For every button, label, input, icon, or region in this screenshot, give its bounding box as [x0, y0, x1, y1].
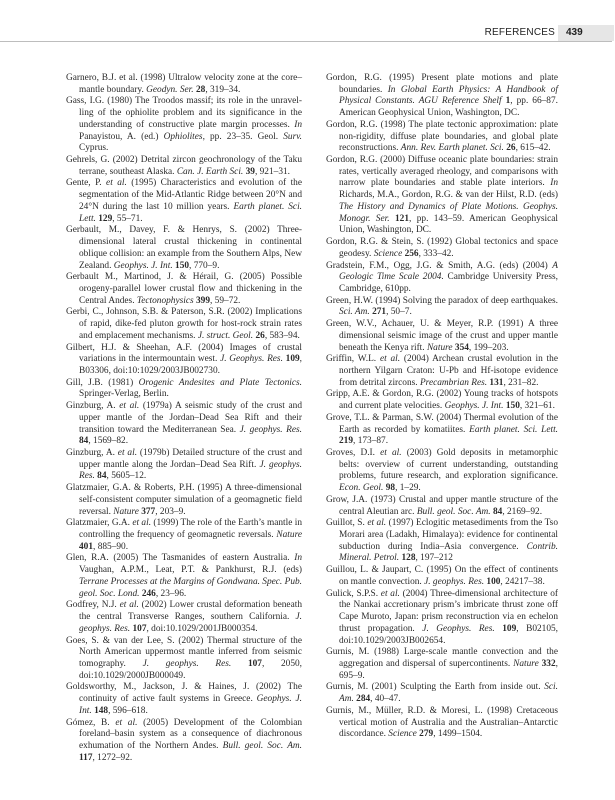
reference-text: Griffin, W.L. — [326, 354, 380, 365]
reference-text: , pp. 23–35. Geol. — [202, 131, 284, 142]
reference-entry — [326, 389, 558, 412]
reference-italic-text: In — [294, 119, 302, 130]
reference-text: (1998) Ultralow velocity zone at the core–mantle boundary. — [79, 73, 302, 95]
reference-text: , 1569–82. — [88, 436, 129, 447]
reference-italic-text: In — [550, 178, 558, 189]
reference-italic-text: Sci. Am. — [339, 682, 558, 705]
reference-text: Garnero, B.J. — [66, 73, 120, 83]
running-title: REFERENCES — [484, 27, 555, 38]
reference-italic-text: Bull. geol. Soc. Am. — [416, 506, 491, 517]
reference-text: Gordon, R.G. (2000) Diffuse oceanic plate boundaries: strain rates, vertically averaged rheology, and comparisons with narrow plate boundaries and stable plate interiors. — [326, 155, 558, 189]
reference-text: , 24217–38. — [500, 576, 545, 587]
reference-text: Gurnis, M. (1988) Large-scale mantle convection and the aggregation and dispersal of supercontinents. — [326, 647, 558, 669]
reference-italic-text: Tectonophysics — [136, 295, 194, 306]
reference-italic-text: et al. — [119, 600, 139, 611]
reference-text: Panayistou, A. (ed.) — [79, 131, 164, 142]
reference-text: , 615–42. — [515, 143, 551, 154]
reference-italic-text: et al. — [117, 448, 138, 458]
reference-italic-text: J. Geophys. Res. — [220, 354, 283, 365]
reference-entry — [66, 307, 302, 342]
reference-italic-text: Orogenic Andesites and Plate Tectonics. — [138, 377, 302, 388]
reference-text: Glatzmaier, G.A. — [66, 518, 133, 529]
reference-text: Gómez, B. — [66, 717, 116, 728]
reference-text: Gordon, R.G. (1995) Present plate motions and plate boundaries. — [326, 73, 558, 95]
reference-text: , 921–31. — [254, 166, 290, 177]
reference-text: , 596–618. — [108, 705, 148, 716]
reference-text: , 203–9. — [155, 506, 186, 517]
reference-italic-text: et al. — [119, 401, 140, 412]
reference-entry — [66, 718, 302, 765]
reference-italic-text: J. geophys. Res. — [79, 459, 303, 482]
reference-text — [231, 659, 248, 669]
reference-entry — [326, 155, 558, 237]
reference-text: Richards, M.A., Gordon, R.G. & van der Hilst, R.D. (eds) — [339, 190, 558, 201]
reference-text: , 2050, doi:10.1029/2000JB000049. — [79, 658, 303, 681]
reference-volume: 377 — [141, 506, 156, 517]
reference-volume: 117 — [79, 752, 93, 763]
reference-entry — [66, 682, 302, 717]
references-right-column — [326, 73, 558, 741]
reference-italic-text: et al. — [132, 518, 152, 529]
reference-text: , 1272–92. — [92, 752, 133, 763]
reference-text: , 197–212 — [415, 553, 453, 564]
reference-text: Glen, R.A. (2005) The Tasmanides of eastern Australia. — [66, 553, 295, 564]
reference-italic-text: J. geophys. Res. — [142, 658, 232, 669]
reference-volume: 84 — [79, 436, 89, 447]
reference-entry — [66, 553, 302, 600]
page-number: 439 — [566, 27, 583, 38]
reference-text: Gente, P. — [66, 178, 107, 189]
reference-text: Gripp, A.E. & Gordon, R.G. (2002) Young tracks of hotspots and current plate velocities. — [326, 389, 558, 412]
reference-volume: 109 — [502, 623, 517, 634]
reference-text: Grow, J.A. (1973) Crustal and upper mantle structure of the central Aleutian arc. — [326, 494, 558, 517]
reference-entry — [66, 225, 302, 272]
reference-text: Guillot, S. — [326, 518, 368, 529]
reference-text: Gerbi, C., Johnson, S.B. & Paterson, S.R. (2002) Implications of rapid, dike-fed pluton growth for host-rock strain rates and emplacement mechanisms. — [66, 307, 302, 341]
reference-text: Green, H.W. (1994) Solving the paradox of deep earthquakes. — [326, 295, 558, 306]
reference-entry — [326, 589, 558, 648]
reference-italic-text: Bull. geol. Soc. Am. — [222, 740, 302, 751]
reference-volume: 332 — [541, 658, 556, 669]
page-number-box — [558, 25, 614, 41]
reference-entry — [66, 73, 302, 96]
reference-volume: 246 — [141, 588, 156, 599]
reference-italic-text: Science — [388, 729, 417, 740]
reference-text: , 59–72. — [210, 295, 241, 306]
reference-italic-text: Geophys. J. Int. — [113, 260, 173, 271]
reference-text: Gerbault M., Martinod, J. & Hérail, G. (2005) Possible orogeny-parallel lower crustal flow and thickening in the Central Andes. — [66, 272, 302, 306]
reference-entry — [66, 343, 302, 378]
reference-volume: 26 — [506, 143, 516, 154]
reference-text: , 770–9. — [189, 260, 220, 271]
reference-volume: 107 — [247, 658, 262, 669]
reference-text: Gradstein, F.M., Ogg, J.G. & Smith, A.G. (eds) (2004) — [326, 260, 553, 271]
references-left-column — [66, 73, 302, 764]
reference-volume: 84 — [97, 471, 107, 482]
reference-entry — [66, 272, 302, 307]
reference-entry — [326, 565, 558, 588]
reference-entry — [326, 647, 558, 682]
reference-text: , 40–47. — [370, 694, 401, 705]
reference-text: , 1499–1504. — [433, 729, 483, 740]
reference-text: , doi:10.1029/2001JB000354. — [146, 623, 258, 634]
reference-volume: 150 — [505, 401, 520, 412]
reference-entry — [66, 448, 302, 483]
reference-italic-text: Surv. — [283, 131, 302, 142]
reference-italic-text: J. geophys. Res. — [79, 612, 302, 634]
reference-text: , 23–96. — [155, 588, 187, 599]
reference-volume: 100 — [486, 576, 501, 587]
reference-entry — [66, 636, 302, 683]
reference-entry — [66, 155, 302, 178]
reference-italic-text: et al. — [380, 588, 400, 599]
reference-entry — [66, 378, 302, 401]
reference-text: Gill, J.B. (1981) — [66, 377, 139, 388]
reference-entry — [326, 448, 558, 495]
reference-italic-text: Can. J. Earth Sci. — [176, 166, 244, 177]
reference-italic-text: J. geophys. Res. — [424, 576, 485, 587]
reference-entry — [326, 261, 558, 296]
reference-text: (1997) Eclogitic metasediments from the Tso Morari area (Ladakh, Himalaya): evidence for continental subduction during India–Asia convergence. — [339, 518, 558, 552]
header-rule — [0, 41, 612, 42]
reference-volume: 284 — [356, 694, 371, 705]
reference-text: Grove, T.L. & Parman, S.W. (2004) Thermal evolution of the Earth as recorded by komatiites. — [326, 412, 558, 435]
reference-entry — [326, 518, 558, 565]
reference-italic-text: Nature — [513, 658, 539, 669]
reference-text: , 231–82. — [503, 377, 539, 388]
reference-italic-text: et al. — [379, 354, 401, 365]
reference-text: Glatzmaier, G.A. & Roberts, P.H. (1995) A three-dimensional self-consistent computer simulation of a geomagnetic field reversal. — [66, 483, 302, 517]
reference-volume: 148 — [94, 705, 109, 716]
reference-entry — [326, 413, 558, 448]
reference-text: , 695–9. — [339, 658, 558, 681]
reference-italic-text: J. Geophys. Res. — [422, 623, 495, 634]
reference-italic-text: Ophiolites — [163, 131, 203, 142]
reference-italic-text: Econ. Geol. — [339, 483, 384, 494]
reference-text: , 321–61. — [519, 401, 555, 412]
reference-text: (1979a) A seismic study of the crust and upper mantle of the Jordan–Dead Sea Rift and their transition toward the Mediterranean Sea. — [79, 401, 302, 435]
reference-text: Godfrey, N.J. — [66, 600, 120, 611]
reference-text: Gordon, R.G. & Stein, S. (1992) Global tectonics and space geodesy. — [326, 237, 558, 259]
reference-text: Green, W.V., Achauer, U. & Meyer, R.P. (1991) A three dimensional seismic image of the crust and upper mantle beneath the Kenya rift. — [326, 319, 558, 353]
reference-italic-text: et al. — [367, 518, 387, 529]
reference-italic-text: Contrib. Mineral. Petrol. — [339, 541, 558, 564]
reference-text: Ginzburg, A. — [66, 401, 120, 412]
reference-text: , B03306, doi:10:1029/2003JB002730. — [79, 354, 302, 376]
reference-text: Gurnis, M. (2001) Sculpting the Earth from inside out. — [326, 682, 545, 693]
reference-volume: 28 — [195, 84, 206, 95]
reference-volume: 39 — [245, 166, 255, 177]
reference-volume: 98 — [385, 483, 396, 494]
reference-entry — [326, 120, 558, 155]
reference-entry — [326, 73, 558, 120]
reference-italic-text: Nature — [113, 506, 139, 517]
reference-text: , 885–90. — [93, 541, 129, 552]
reference-italic-text: Earth planet. Sci. Lett. — [469, 424, 559, 435]
reference-text: (2004) Archean crustal evolution in the northern Yilgarn Craton: U-Pb and Hf-isotope evidence from detrital zircons. — [339, 354, 558, 388]
reference-italic-text: The History and Dynamics of Plate Motions. Geophys. Monogr. Ser. — [339, 201, 558, 224]
reference-volume: 354 — [454, 342, 469, 353]
reference-volume: 107 — [132, 623, 147, 634]
reference-italic-text: Earth planet. Sci. Lett. — [79, 201, 302, 224]
reference-text: Gulick, S.P.S. — [326, 588, 381, 599]
reference-text: Goldsworthy, M., Jackson, J. & Haines, J. (2002) The continuity of active fault systems in Greece. — [66, 682, 302, 705]
reference-entry — [66, 178, 302, 225]
reference-text: , 50–7. — [386, 307, 412, 318]
reference-italic-text: Nature — [276, 530, 302, 541]
reference-text: (2003) Gold deposits in metamorphic belts: overview of current understanding, outstanding problems, future research, and exploration significance. — [339, 448, 558, 482]
reference-volume: 150 — [175, 260, 190, 271]
reference-italic-text: Ann. Rev. Earth planet. Sci. — [400, 143, 504, 154]
reference-volume: 399 — [195, 295, 210, 306]
reference-text: Springer-Verlag, Berlin. — [79, 389, 169, 400]
reference-entry — [326, 495, 558, 518]
reference-volume: 279 — [419, 729, 434, 740]
reference-volume: 128 — [401, 553, 416, 564]
reference-entry — [66, 483, 302, 518]
reference-text: (2005) Development of the Colombian foreland–basin system as a consequence of diachronous exhumation of the Northern Andes. — [79, 717, 303, 751]
reference-text: Groves, D.I. — [326, 448, 381, 458]
reference-volume: 109 — [285, 354, 300, 365]
reference-entry — [326, 237, 558, 260]
reference-text: et al. — [119, 73, 138, 83]
reference-text: , 55–71. — [112, 213, 143, 224]
reference-text: , pp. 66–87. American Geophysical Union, Washington, DC. — [339, 96, 558, 119]
reference-italic-text: Precambrian Res. — [419, 377, 488, 388]
reference-italic-text: Sci. Am. — [339, 307, 370, 318]
reference-text: Cambridge University Press, Cambridge, 610pp. — [339, 272, 558, 294]
reference-italic-text: Terrane Processes at the Margins of Gondwana. Spec. Pub. geol. Soc. Lond. — [79, 576, 302, 599]
reference-text: (1979b) Detailed structure of the crust and upper mantle along the Jordan–Dead Sea Rift. — [79, 448, 302, 470]
reference-text: , 173–87. — [353, 436, 389, 447]
reference-text: , pp. 143–59. American Geophysical Union, Washington, DC. — [339, 213, 558, 236]
reference-italic-text: Geodyn. Ser. — [146, 84, 194, 95]
reference-volume: 219 — [339, 436, 354, 447]
reference-entry — [326, 354, 558, 389]
reference-entry — [66, 518, 302, 553]
reference-volume: 84 — [492, 506, 503, 517]
reference-italic-text: Geophys. J. Int. — [79, 694, 302, 716]
reference-volume: 131 — [489, 377, 504, 388]
reference-text: (2002) Lower crustal deformation beneath the central Transverse Ranges, southern California. — [79, 600, 302, 623]
reference-text: Gehrels, G. (2002) Detrital zircon geochronology of the Taku terrane, southeast Alaska. — [66, 155, 302, 177]
reference-volume: 271 — [372, 307, 387, 318]
reference-entry — [66, 600, 302, 635]
reference-text: (1999) The role of the Earth’s mantle in controlling the frequency of geomagnetic reversals. — [79, 518, 303, 541]
reference-text: , 5605–12. — [106, 471, 147, 482]
reference-entry — [66, 96, 302, 155]
reference-text: , 1–29. — [395, 483, 421, 494]
reference-volume: 1 — [505, 96, 511, 107]
reference-entry — [326, 706, 558, 741]
reference-text: Gass, I.G. (1980) The Troodos massif; its role in the unravelling of the ophiolite problem and its significance in the understanding of constructive plate margin processes. — [66, 96, 302, 130]
reference-text: Guillou, L. & Jaupart, C. (1995) On the effect of continents on mantle convection. — [326, 565, 558, 587]
reference-italic-text: A Geologic Time Scale 2004. — [339, 260, 558, 283]
reference-text: Gerbault, M., Davey, F. & Henrys, S. (2002) Three-dimensional lateral crustal thickening in continental oblique collision: an example from the Southern Alps, New Zealand. — [66, 225, 302, 271]
reference-text: Ginzburg, A. — [66, 448, 118, 458]
reference-entry — [326, 319, 558, 354]
reference-text: Gilbert, H.J. & Sheehan, A.F. (2004) Images of crustal variations in the intermountain west. — [66, 342, 302, 365]
reference-italic-text: In Global Earth Physics: A Handbook of Physical Constants. AGU Reference Shelf — [339, 84, 558, 107]
reference-text: , 333–42. — [418, 248, 454, 259]
reference-text: (2004) Three-dimensional architecture of the Nankai accretionary prism’s imbricate thrust zone off Cape Muroto, Japan: prism reconstruction via en echelon thrust propagation. — [339, 588, 559, 634]
reference-text: Gordon, R.G. (1998) The plate tectonic approximation: plate non-rigidity, diffuse plate boundaries, and global plate reconstructions. — [326, 119, 558, 154]
reference-volume: 256 — [404, 248, 419, 259]
reference-entry — [326, 682, 558, 705]
reference-text: Gurnis, M., Müller, R.D. & Moresi, L. (1998) Cretaceous vertical motion of Australia and the Australian–Antarctic discordance. — [326, 705, 558, 740]
reference-entry — [326, 296, 558, 319]
reference-italic-text: In — [294, 553, 302, 564]
reference-volume: 26 — [255, 330, 265, 341]
reference-italic-text: et al. — [106, 178, 127, 189]
reference-text: , 199–203. — [468, 342, 509, 353]
reference-text: , B02105, doi:10.1029/2003JB002654. — [339, 623, 559, 646]
reference-text: , 583–94. — [264, 330, 300, 341]
reference-italic-text: J. geophys. Res. — [239, 424, 302, 435]
reference-volume: 401 — [79, 541, 94, 552]
reference-text: Cyprus. — [79, 143, 109, 154]
reference-text: Goes, S. & van der Lee, S. (2002) Thermal structure of the North American uppermost mantle inferred from seismic tomography. — [66, 635, 302, 669]
reference-volume: 129 — [98, 213, 113, 224]
reference-text: , 319–34. — [205, 84, 241, 95]
reference-italic-text: et al. — [115, 717, 138, 728]
reference-italic-text: Science — [373, 248, 403, 259]
reference-italic-text: Nature — [426, 342, 453, 353]
reference-italic-text: Geophys. J. Int. — [444, 401, 504, 412]
reference-text: Vaughan, A.P.M., Leat, P.T. & Pankhurst, R.J. (eds) — [79, 565, 302, 576]
reference-text: (1995) Characteristics and evolution of the segmentation of the Mid-Atlantic Ridge between 20°N and 24°N during the last 10 million years. — [79, 178, 302, 212]
reference-entry — [66, 401, 302, 448]
reference-text: , 2169–92. — [502, 506, 543, 517]
reference-volume: 121 — [394, 213, 409, 224]
reference-italic-text: J. struct. Geol. — [197, 330, 254, 341]
reference-italic-text: et al. — [380, 448, 402, 458]
